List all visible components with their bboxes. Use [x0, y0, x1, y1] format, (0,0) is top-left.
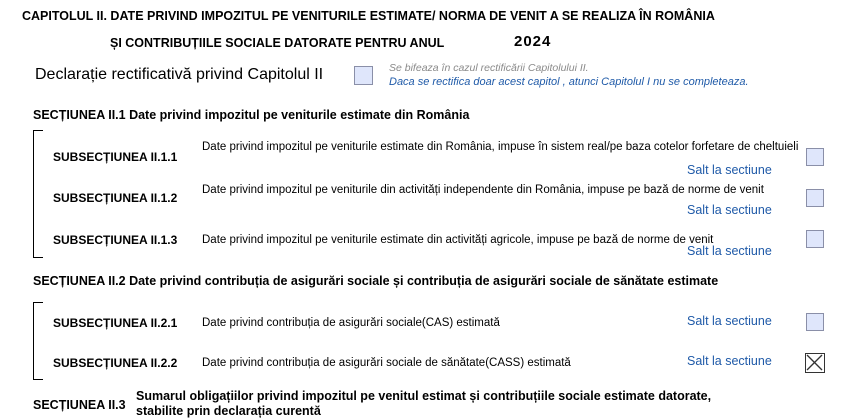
rectificativa-note-gray: Se bifeaza în cazul rectificării Capitolului II. [389, 62, 589, 74]
subsection-ii21-label: SUBSECȚIUNEA II.2.1 [53, 316, 178, 330]
rectificativa-label: Declarație rectificativă privind Capitolul II [35, 66, 324, 83]
subsection-ii22-link[interactable]: Salt la sectiune [687, 354, 772, 368]
section-ii3-title-line2: stabilite prin declarația curentă [136, 404, 321, 418]
bracket-tick [33, 379, 43, 380]
subsection-ii22-label: SUBSECȚIUNEA II.2.2 [53, 356, 178, 370]
chapter-title-line1: CAPITOLUL II. DATE PRIVIND IMPOZITUL PE VENITURILE ESTIMATE/ NORMA DE VENIT A SE REALIZA ÎN ROMÂNIA [22, 9, 715, 23]
bracket-tick [33, 257, 43, 258]
rectificativa-checkbox[interactable] [354, 66, 373, 85]
subsection-ii13-label: SUBSECȚIUNEA II.1.3 [53, 233, 178, 247]
rectificativa-note-blue: Daca se rectifica doar acest capitol , atunci Capitolul I nu se completeaza. [389, 76, 749, 88]
section-ii2-title: SECȚIUNEA II.2 Date privind contribuția de asigurări sociale și contribuția de asigurări sociale de sănătate estimate [33, 274, 719, 288]
subsection-ii13-checkbox[interactable] [806, 230, 824, 248]
subsection-ii11-label: SUBSECȚIUNEA II.1.1 [53, 150, 178, 164]
bracket-tick [33, 302, 43, 303]
subsection-ii21-link[interactable]: Salt la sectiune [687, 314, 772, 328]
section-ii2-bracket-line [33, 302, 34, 380]
subsection-ii13-link[interactable]: Salt la sectiune [687, 244, 772, 258]
subsection-ii12-checkbox[interactable] [806, 189, 824, 207]
subsection-ii22-checkbox-checked[interactable] [805, 353, 825, 373]
checkbox-x-icon [806, 354, 823, 371]
subsection-ii11-link[interactable]: Salt la sectiune [687, 163, 772, 177]
subsection-ii22-desc: Date privind contribuția de asigurări sociale de sănătate(CASS) estimată [202, 357, 571, 369]
section-ii1-bracket-line [33, 130, 34, 258]
subsection-ii11-checkbox[interactable] [806, 148, 824, 166]
subsection-ii12-link[interactable]: Salt la sectiune [687, 203, 772, 217]
subsection-ii11-desc: Date privind impozitul pe veniturile estimate din România, impuse în sistem real/pe baza cotelor forfetare de cheltuieli [202, 141, 799, 153]
tax-year: 2024 [514, 33, 552, 50]
subsection-ii21-desc: Date privind contribuția de asigurări sociale(CAS) estimată [202, 317, 500, 329]
section-ii3-title-line1: Sumarul obligațiilor privind impozitul pe venitul estimat și contribuțiile sociale estimate datorate, [136, 389, 712, 403]
subsection-ii13-desc: Date privind impozitul pe veniturile estimate din activități agricole, impuse pe bază de norme de venit [202, 234, 714, 246]
chapter-title-line2: ȘI CONTRIBUȚIILE SOCIALE DATORATE PENTRU ANUL [110, 36, 445, 50]
section-ii3-label: SECȚIUNEA II.3 [33, 398, 126, 412]
subsection-ii12-desc: Date privind impozitul pe veniturile din activități independente din România, impuse pe bază de norme de venit [202, 184, 764, 196]
subsection-ii21-checkbox[interactable] [806, 313, 824, 331]
subsection-ii12-label: SUBSECȚIUNEA II.1.2 [53, 191, 178, 205]
section-ii1-title: SECȚIUNEA II.1 Date privind impozitul pe veniturile estimate din România [33, 108, 470, 122]
bracket-tick [33, 130, 43, 131]
